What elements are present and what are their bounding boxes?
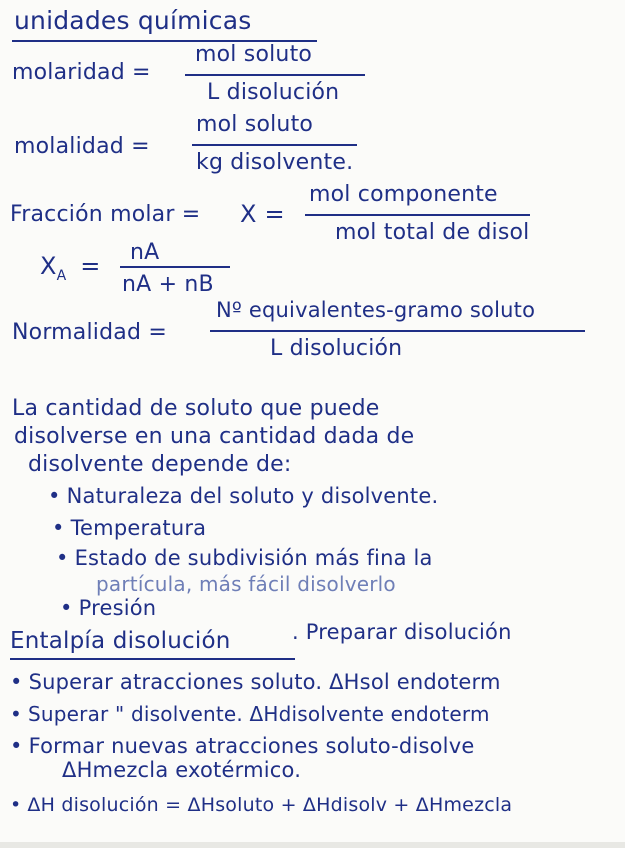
- normalidad-fraction: [210, 294, 610, 366]
- enthalpy-item: • ΔH disolución = ΔHsoluto + ΔHdisolv + ΔHmezcla: [10, 796, 512, 815]
- xa-subscript: A: [56, 267, 67, 284]
- xa-equals: =: [80, 252, 101, 280]
- page-title: unidades químicas: [14, 6, 252, 35]
- molalidad-numerator: mol soluto: [196, 112, 314, 137]
- xa-symbol: [40, 254, 101, 283]
- xa-fraction: [120, 240, 240, 300]
- xa-denominator: nA + nB: [122, 272, 214, 297]
- enthalpy-item: • Superar atracciones soluto. ΔHsol endoterm: [10, 672, 501, 693]
- fraccion-fraction-bar: [305, 214, 530, 216]
- normalidad-numerator: Nº equivalentes-gramo soluto: [216, 298, 536, 322]
- molalidad-fraction-bar: [192, 144, 357, 146]
- page-bottom-edge: [0, 842, 625, 848]
- factor-item: • Estado de subdivisión más fina la: [56, 548, 433, 569]
- normalidad-denominator: L disolución: [270, 336, 403, 361]
- normalidad-fraction-bar: [210, 330, 585, 332]
- paragraph-line-3: disolvente depende de:: [28, 452, 292, 477]
- fraccion-denominator: mol total de disol: [335, 220, 530, 245]
- fraccion-fraction: [305, 178, 605, 250]
- molaridad-fraction: [185, 40, 385, 110]
- factor-item: • Presión: [60, 598, 156, 619]
- fraccion-numerator: mol componente: [309, 182, 498, 207]
- paragraph-line-2: disolverse en una cantidad dada de: [14, 424, 415, 449]
- enthalpy-item: • Formar nuevas atracciones soluto-disolve: [10, 736, 474, 757]
- enthalpy-heading-underline: [10, 658, 295, 660]
- enthalpy-subtitle: . Preparar disolución: [292, 620, 512, 644]
- molaridad-denominator: L disolución: [207, 80, 340, 105]
- fraccion-label: Fracción molar =: [10, 202, 201, 227]
- paragraph-line-1: La cantidad de soluto que puede: [12, 396, 380, 421]
- molalidad-fraction: [192, 110, 412, 182]
- molalidad-denominator: kg disolvente.: [196, 150, 354, 175]
- molaridad-fraction-bar: [185, 74, 365, 76]
- molaridad-numerator: mol soluto: [195, 42, 313, 67]
- xa-label: X: [40, 252, 57, 280]
- xa-numerator: nA: [130, 240, 160, 265]
- molalidad-label: molalidad =: [14, 134, 150, 159]
- normalidad-label: Normalidad =: [12, 320, 167, 345]
- fraccion-symbol: X =: [240, 200, 285, 228]
- molaridad-label: molaridad =: [12, 60, 151, 85]
- enthalpy-item: • Superar " disolvente. ΔHdisolvente endoterm: [10, 704, 490, 724]
- enthalpy-item-continuation: ΔHmezcla exotérmico.: [62, 758, 302, 782]
- factor-item: • Temperatura: [52, 518, 206, 539]
- xa-fraction-bar: [120, 266, 230, 268]
- enthalpy-heading: Entalpía disolución: [10, 628, 231, 654]
- factor-item: • Naturaleza del soluto y disolvente.: [48, 486, 438, 507]
- factor-item-continuation: partícula, más fácil disolverlo: [96, 572, 396, 596]
